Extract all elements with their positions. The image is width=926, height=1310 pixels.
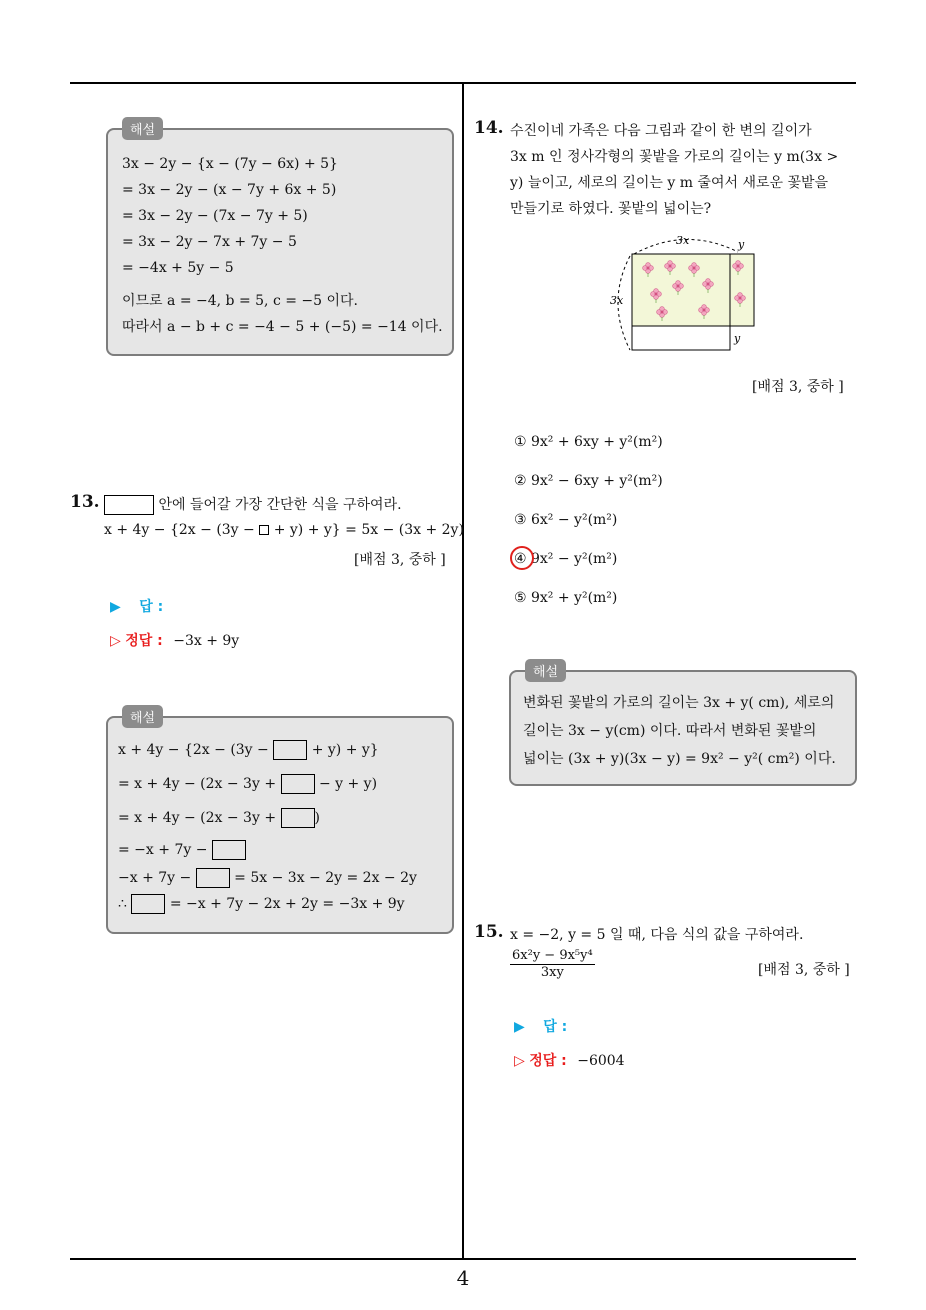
flower-bed-figure xyxy=(606,232,766,356)
question-14-line: 3x m 인 정사각형의 꽃밭을 가로의 길이는 y m(3x > xyxy=(510,149,839,165)
placeholder-square xyxy=(259,525,269,535)
blank-box xyxy=(273,740,307,760)
explain-line: 변화된 꽃밭의 가로의 길이는 3x + y( cm), 세로의 xyxy=(523,695,835,711)
explain-line: = −4x + 5y − 5 xyxy=(122,260,234,276)
explain-line: = 3x − 2y − (7x − 7y + 5) xyxy=(122,208,308,224)
question-number-13: 13. xyxy=(70,492,100,512)
explain-line: 길이는 3x − y(cm) 이다. 따라서 변화된 꽃밭의 xyxy=(523,723,817,739)
page-number: 4 xyxy=(456,1266,470,1290)
blank-box xyxy=(196,868,230,888)
play-triangle-icon: ▶ xyxy=(514,1019,525,1035)
explain-line: 따라서 a − b + c = −4 − 5 + (−5) = −14 이다. xyxy=(122,319,443,335)
points-14: [배점 3, 중하 ] xyxy=(752,379,844,395)
question-number-14: 14. xyxy=(474,118,504,138)
option-2[interactable]: ② 9x² − 6xy + y²(m²) xyxy=(514,473,663,489)
explain-line: = 3x − 2y − (x − 7y + 6x + 5) xyxy=(122,182,337,198)
answer-row-15: ▶ 답 : xyxy=(514,1019,568,1035)
question-14-line: y) 늘이고, 세로의 길이는 y m 줄여서 새로운 꽃밭을 xyxy=(510,175,829,191)
explain-line: = −x + 7y − xyxy=(118,840,246,860)
option-4[interactable]: ④ 9x² − y²(m²) xyxy=(514,551,618,567)
question-number-15: 15. xyxy=(474,922,504,942)
blank-box xyxy=(212,840,246,860)
answer-row-13: ▶ 답 : xyxy=(110,599,164,615)
points-13: [배점 3, 중하 ] xyxy=(354,552,446,568)
fig-label-left: 3x xyxy=(610,294,624,307)
question-15-prompt: x = −2, y = 5 일 때, 다음 식의 값을 구하여라. xyxy=(510,927,804,943)
fraction-denominator: 3xy xyxy=(540,965,564,980)
explanation-box-13 xyxy=(106,711,454,934)
play-triangle-icon: ▶ xyxy=(110,599,121,615)
correct-row-13: ▷ 정답 : −3x + 9y xyxy=(110,633,240,649)
question-15-fraction xyxy=(510,948,595,980)
outline-triangle-icon: ▷ xyxy=(514,1053,525,1069)
answer-blank-box xyxy=(104,495,154,515)
explanation-tag: 해설 xyxy=(122,117,163,140)
option-5[interactable]: ⑤ 9x² + y²(m²) xyxy=(514,590,618,606)
points-15: [배점 3, 중하 ] xyxy=(758,962,850,978)
explain-line: = x + 4y − (2x − 3y + ) xyxy=(118,810,320,826)
explain-line: = x + 4y − (2x − 3y + − y + y) xyxy=(118,776,378,792)
question-14-line: 만들기로 하였다. 꽃밭의 넓이는? xyxy=(510,201,712,217)
blank-box xyxy=(281,808,315,828)
option-3[interactable]: ③ 6x² − y²(m²) xyxy=(514,512,618,528)
explain-line: 넓이는 (3x + y)(3x − y) = 9x² − y²( cm²) 이다. xyxy=(523,751,836,767)
question-13-prompt: 안에 들어갈 가장 간단한 식을 구하여라. xyxy=(104,494,402,515)
correct-value-15: −6004 xyxy=(577,1053,625,1069)
fig-label-y-bottom: y xyxy=(734,332,741,345)
fig-label-top: 3x xyxy=(676,234,690,247)
explanation-tag: 해설 xyxy=(122,705,163,728)
correct-value-13: −3x + 9y xyxy=(173,633,240,649)
outline-triangle-icon: ▷ xyxy=(110,633,121,649)
selected-answer-circle xyxy=(510,546,534,570)
bottom-rule xyxy=(70,1258,856,1260)
explain-line: 이므로 a = −4, b = 5, c = −5 이다. xyxy=(122,293,358,309)
column-divider xyxy=(462,82,464,1260)
correct-row-15: ▷ 정답 : −6004 xyxy=(514,1053,625,1069)
explain-line: −x + 7y − = 5x − 3x − 2y = 2x − 2y xyxy=(118,870,417,886)
blank-box xyxy=(131,894,165,914)
fraction-numerator: 6x²y − 9x⁵y⁴ xyxy=(512,948,593,963)
explain-line: ∴ = −x + 7y − 2x + 2y = −3x + 9y xyxy=(118,896,405,912)
explain-line: x + 4y − {2x − (3y − + y) + y} xyxy=(118,742,379,758)
explanation-box-14 xyxy=(509,665,857,786)
explain-line: 3x − 2y − {x − (7y − 6x) + 5} xyxy=(122,156,338,172)
explanation-tag: 해설 xyxy=(525,659,566,682)
explanation-box-12 xyxy=(106,123,454,356)
option-1[interactable]: ① 9x² + 6xy + y²(m²) xyxy=(514,434,663,450)
question-13-equation: x + 4y − {2x − (3y − + y) + y} = 5x − (3x + 2y) xyxy=(104,522,464,538)
blank-box xyxy=(281,774,315,794)
fig-label-y-top: y xyxy=(738,238,745,251)
explain-line: = 3x − 2y − 7x + 7y − 5 xyxy=(122,234,297,250)
question-14-line: 수진이네 가족은 다음 그림과 같이 한 변의 길이가 xyxy=(510,123,812,139)
